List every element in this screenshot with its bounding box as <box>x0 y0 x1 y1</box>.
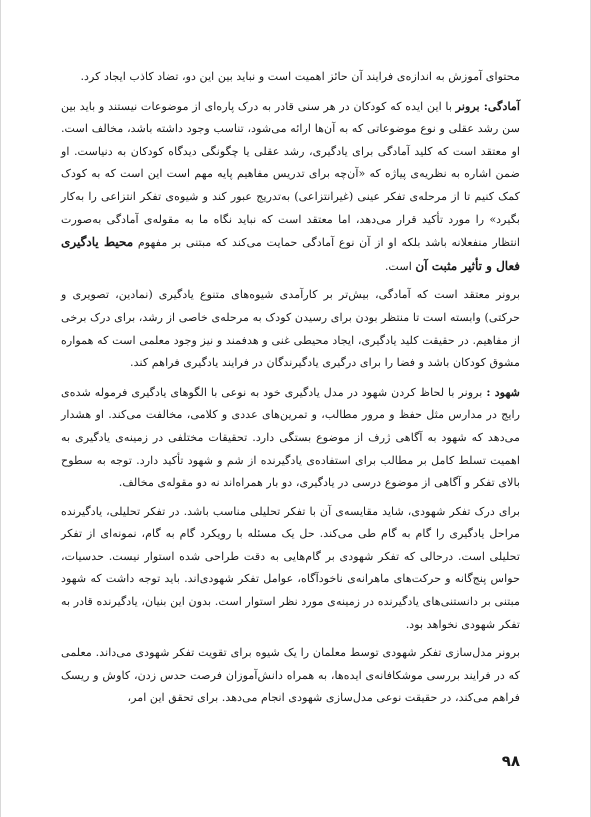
paragraph-intuition <box>61 381 520 495</box>
readiness-heading: آمادگی: برونر <box>455 98 520 113</box>
page-number: ۹۸ <box>501 752 520 770</box>
analytic-thinking-text: برای درک تفکر شهودی، شاید مقایسه‌ی آن با تفکر تحلیلی مناسب باشد. در تفکر تحلیلی، یادگیرنده مراحل یادگیری را گام به گام طی می‌کند. حل یک مسئله با رویکرد گام به گام، نمونه‌ای از تفکر تحلیلی است. درحالی که تفکر شهودی بر گام‌هایی به دقت طراحی شده استوار نیست. حدسیات، حواس پنج‌گانه و حرکت‌های ماهرانه‌ی ناخودآگاه، عوامل تفکر شهودی‌اند. باید توجه داشت که شهود مبتنی بر دانستنی‌های یادگیرنده در زمینه‌ی مورد نظر استوار است. بدون این بنیان، یادگیرنده قادر به تفکر شهودی نخواهد بود. <box>61 504 520 631</box>
intuition-heading: شهود : <box>486 384 520 399</box>
intuition-text: برونر با لحاظ کردن شهود در مدل یادگیری خود به نوعی با الگوهای یادگیری فرموله شده‌ی رایج در مدارس مثل حفظ و مرور مطالب، و تمرین‌های عددی و کلامی، مخالفت می‌کند. او هشدار می‌دهد که شهود به آگاهی ژرف از موضوع بستگی دارد. تحقیقات مختلفی در زمینه‌ی یادگیری به اهمیت تسلط کامل بر مطالب برای استفاده‌ی یادگیرنده از شم و شهود تأکید دارد. توجه به سطوح بالای تفکر و آگاهی از موضوع درسی در یادگیری، دو بار همراه‌اند نه دو مقوله‌ی مخالف. <box>61 385 520 490</box>
paragraph-analytic-thinking <box>61 501 520 637</box>
modeling-text: برونر مدل‌سازی تفکر شهودی توسط معلمان را یک شیوه برای تقویت تفکر شهودی می‌داند. معلمی که در فرایند بررسی موشکافانه‌ی ایده‌ها، به همراه دانش‌آموزان فرصت حدس زدن، کاوش و ریسک فراهم می‌کند، در حقیقت نوعی مدل‌سازی شهودی انجام می‌دهد. برای تحقق این امر، <box>61 646 520 705</box>
paragraph-modeling <box>61 642 520 710</box>
readiness-text: با این ایده که کودکان در هر سنی قادر به درک پاره‌ای از موضوعات نیستند و باید بین سن رشد عقلی و نوع موضوعاتی که به آن‌ها ارائه می‌شود، تناسب وجود داشته باشد، مخالف است. او معتقد است که کلید آمادگی برای یادگیری، رشد عقلی یا چگونگی دیدگاه کودکان به دنیاست. او ضمن اشاره به نظریه‌ی پیاژه که «آن‌چه برای تدریس مفاهیم پایه مهم است این است که به کودک کمک کنیم تا از مرحله‌ی تفکر عینی (غیرانتزاعی) به‌تدریج عبور کند و شیوه‌ی تفکر انتزاعی را به‌کار بگیرد» را مورد تأکید قرار می‌دهد، اما معتقد است که نباید نگاه ما به مقوله‌ی آمادگی به‌صورت انتظار منفعلانه باشد بلکه او از آن نوع آمادگی حمایت می‌کند که مبتنی بر مفهوم <box>61 99 520 250</box>
page-body <box>61 66 520 714</box>
paragraph-learning-modes <box>61 284 520 374</box>
intro-text: محتوای آموزش به اندازه‌ی فرایند آن حائز اهمیت است و نباید بین این دو، تضاد کاذب ایجاد کرد. <box>80 70 520 83</box>
readiness-emphasis: محیط یادگیری فعال و تأثیر مثبت آن <box>61 235 520 273</box>
paragraph-readiness <box>61 95 520 279</box>
learning-modes-text: برونر معتقد است که آمادگی، بیش‌تر بر کارآمدی شیوه‌های متنوع یادگیری (نمادین، تصویری و حرکتی) وابسته است تا منتظر بودن برای رسیدن کودک به مرحله‌ی خاصی از رشد، برای درک برخی از مفاهیم. در حقیقت کلید یادگیری، ایجاد محیطی غنی و هدفمند و نیز وجود معلمی است که همواره مشوق کودکان باشد و فضا را برای درگیری یادگیرندگان در فرایند یادگیری فراهم کند. <box>61 288 520 370</box>
paragraph-intro <box>61 66 520 89</box>
readiness-ending: است. <box>384 259 416 273</box>
